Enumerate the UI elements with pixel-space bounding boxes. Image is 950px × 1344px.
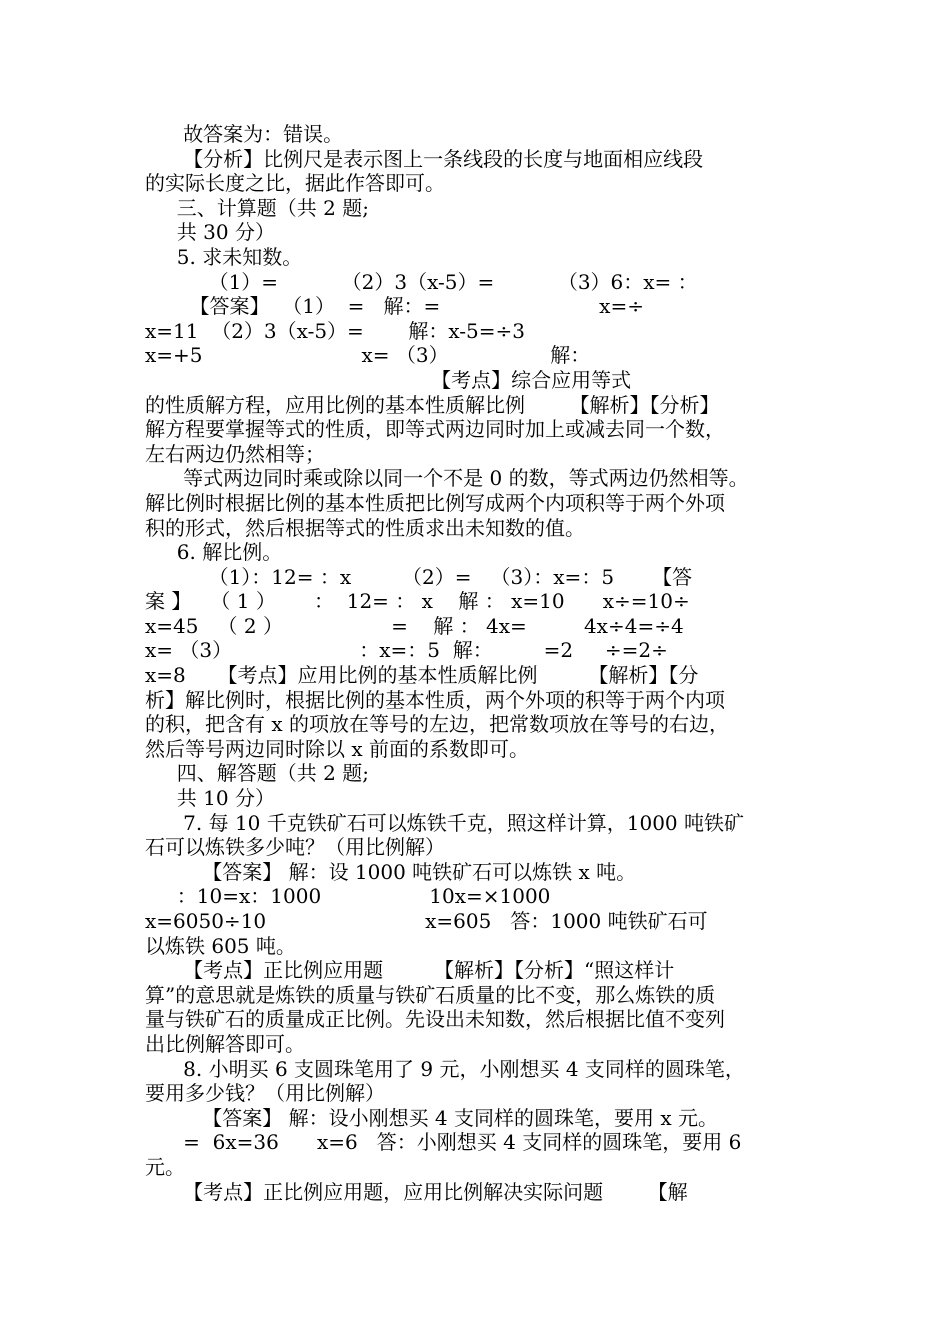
text-line: 量与铁矿石的质量成正比例。先设出未知数，然后根据比值不变列 xyxy=(145,1007,725,1032)
text-line: 【答案】 解：设小刚想买 4 支同样的圆珠笔，要用 x 元。 xyxy=(145,1105,719,1130)
text-line: 以炼铁 605 吨。 xyxy=(145,933,296,958)
text-line: 解比例时根据比例的基本性质把比例写成两个内项积等于两个外项 xyxy=(145,490,725,515)
text-line: 【答案】 （1） = 解：= x=÷ xyxy=(145,294,644,319)
text-line: 的实际长度之比，据此作答即可。 xyxy=(145,171,445,196)
text-line: 元。 xyxy=(145,1154,185,1179)
text-line: x=45 （ 2 ） = 解 ： 4x= 4x÷4=÷4 xyxy=(145,613,684,638)
text-line: 的性质解方程，应用比例的基本性质解比例 【解析】【分析】 xyxy=(145,392,720,417)
text-line: 【答案】 解：设 1000 吨铁矿石可以炼铁 x 吨。 xyxy=(145,859,637,884)
document-page xyxy=(145,122,810,1204)
text-line: 【分析】比例尺是表示图上一条线段的长度与地面相应线段 xyxy=(145,146,704,171)
text-line: 8. 小明买 6 支圆珠笔用了 9 元，小刚想买 4 支同样的圆珠笔， xyxy=(145,1056,745,1081)
text-line: 左右两边仍然相等； xyxy=(145,441,325,466)
text-line: 算”的意思就是炼铁的质量与铁矿石质量的比不变，那么炼铁的质 xyxy=(145,982,716,1007)
text-line: x=+5 x= （3） 解： xyxy=(145,343,591,368)
text-line: 共 10 分） xyxy=(145,786,275,811)
text-line: （1）：12= ：x （2）= （3）：x=：5 【答 xyxy=(145,564,693,589)
text-line: 然后等号两边同时除以 x 前面的系数即可。 xyxy=(145,736,529,761)
text-line: 故答案为：错误。 xyxy=(145,122,344,146)
text-line: 【考点】正比例应用题，应用比例解决实际问题 【解 xyxy=(145,1179,688,1204)
text-line: 积的形式，然后根据等式的性质求出未知数的值。 xyxy=(145,515,585,540)
text-line: 析】解比例时，根据比例的基本性质，两个外项的积等于两个内项 xyxy=(145,687,725,712)
text-line: 四、解答题（共 2 题; xyxy=(145,761,369,786)
text-line: 解方程要掌握等式的性质，即等式两边同时加上或减去同一个数， xyxy=(145,417,725,442)
text-line: （1）= （2）3（x-5）= （3）6：x= ： xyxy=(145,269,698,294)
text-line: 等式两边同时乘或除以同一个不是 0 的数，等式两边仍然相等。 xyxy=(145,466,749,491)
text-line: 共 30 分） xyxy=(145,220,275,245)
text-line: 三、计算题（共 2 题; xyxy=(145,195,369,220)
text-line: 【考点】正比例应用题 【解析】【分析】“照这样计 xyxy=(145,958,675,983)
text-line: 案 】 （ 1 ） ： 12= ： x 解 ： x=10 x÷=10÷ xyxy=(145,589,690,614)
text-line: 出比例解答即可。 xyxy=(145,1031,305,1056)
text-line: 要用多少钱？（用比例解） xyxy=(145,1081,385,1106)
text-line: 6. 解比例。 xyxy=(145,540,283,565)
text-line: 5. 求未知数。 xyxy=(145,244,303,269)
text-line: x= （3） ：x=：5 解： =2 ÷=2÷ xyxy=(145,638,668,663)
text-line: 的积，把含有 x 的项放在等号的左边，把常数项放在等号的右边， xyxy=(145,712,729,737)
text-line: 【考点】综合应用等式 xyxy=(145,367,632,392)
text-line: x=11 （2）3（x-5）= 解：x-5=÷3 xyxy=(145,318,525,343)
text-line: 7. 每 10 千克铁矿石可以炼铁千克，照这样计算，1000 吨铁矿 xyxy=(145,810,745,835)
text-line: x=8 【考点】应用比例的基本性质解比例 【解析】【分 xyxy=(145,663,699,688)
text-line: x=6050÷10 x=605 答：1000 吨铁矿石可 xyxy=(145,909,708,933)
text-line: ：10=x：1000 10x=×1000 xyxy=(145,884,551,909)
text-line: 石可以炼铁多少吨？（用比例解） xyxy=(145,835,445,860)
text-line: = 6x=36 x=6 答：小刚想买 4 支同样的圆珠笔，要用 6 xyxy=(145,1130,742,1155)
